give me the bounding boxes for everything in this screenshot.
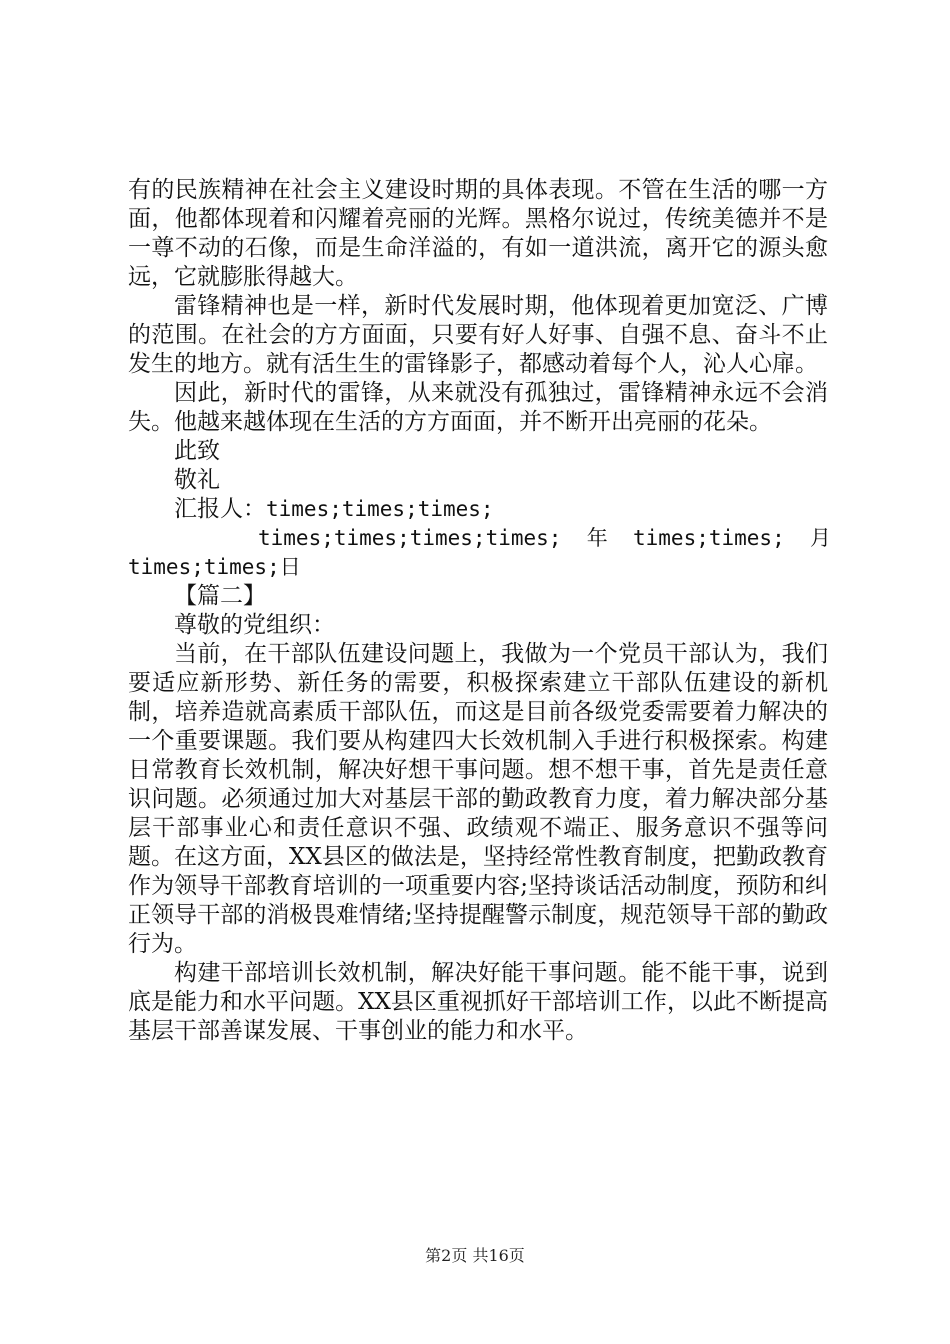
section-heading: 【篇二】 [174,583,266,609]
paragraph-5: 构建干部培训长效机制，解决好能干事问题。能不能干事，说到底是能力和水平问题。XX县区重视抓好干部培训工作，以此不断提高基层干部善谋发展、干事创业的能力和水平。 [128,960,828,1044]
paragraph-1: 有的民族精神在社会主义建设时期的具体表现。不管在生活的哪一方面，他都体现着和闪耀着亮丽的光辉。黑格尔说过，传统美德并不是一尊不动的石像，而是生命洋溢的，有如一道洪流，离开它的源头愈远，它就膨胀得越大。 [128,177,828,290]
paragraph-2: 雷锋精神也是一样，新时代发展时期，他体现着更加宽泛、广博的范围。在社会的方方面面，只要有好人好事、自强不息、奋斗不止发生的地方。就有活生生的雷锋影子，都感动着每个人，沁人心扉。 [128,293,828,377]
reporter-value: times;times;times; [266,497,494,521]
reporter-label: 汇报人： [174,496,266,522]
document-body [128,176,832,1046]
paragraph-4: 当前，在干部队伍建设问题上，我做为一个党员干部认为，我们要适应新形势、新任务的需要，积极探索建立干部队伍建设的新机制，培养造就高素质干部队伍，而这是目前各级党委需要着力解决的一个重要课题。我们要从构建四大长效机制入手进行积极探索。构建日常教育长效机制，解决好想干事问题。想不想干事，首先是责任意识问题。必须通过加大对基层干部的勤政教育力度，着力解决部分基层干部事业心和责任意识不强、政绩观不端正、服务意识不强等问题。在这方面，XX县区的做法是，坚持经常性教育制度，把勤政教育作为领导干部教育培训的一项重要内容;坚持谈话活动制度，预防和纠正领导干部的消极畏难情绪;坚持提醒警示制度，规范领导干部的勤政行为。 [128,641,828,957]
reporter-line [128,495,828,524]
closing-cizhi: 此致 [174,438,220,464]
paragraph-3: 因此，新时代的雷锋，从来就没有孤独过，雷锋精神永远不会消失。他越来越体现在生活的方方面面，并不断开出亮丽的花朵。 [128,380,828,435]
salutation: 尊敬的党组织： [174,612,335,638]
date-line-2: times;times;日 [128,555,301,579]
closing-jingli: 敬礼 [174,467,220,493]
date-line-1: times;times;times;times; 年 times;times; 月 [258,526,832,550]
page-footer: 第2页 共16页 [425,1246,525,1265]
